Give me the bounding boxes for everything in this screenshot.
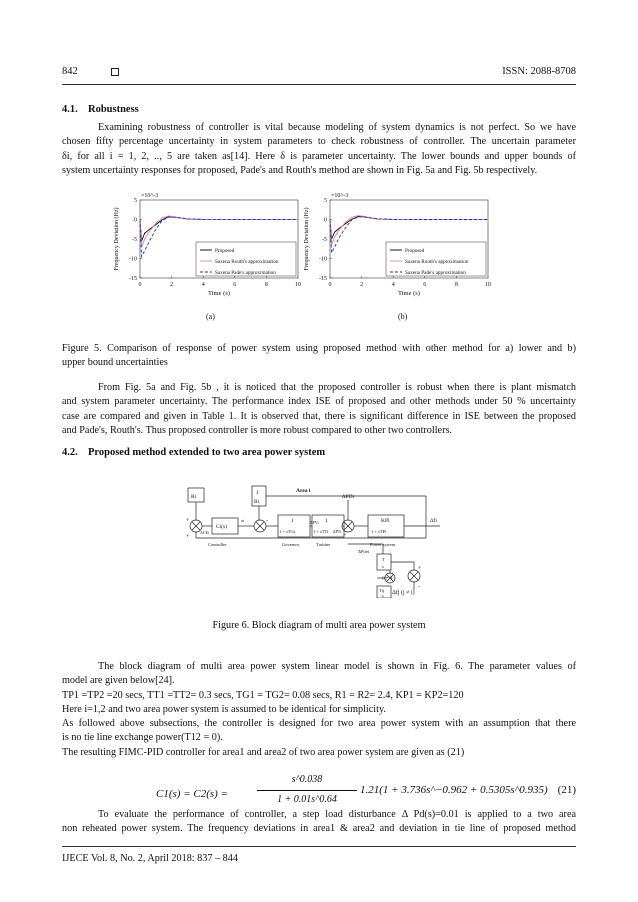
x-tick-label: 8 [264,282,268,288]
x-tick-label: 2 [360,282,364,288]
panel-label-a: (a) [206,312,215,321]
area-label: Area i [296,488,311,494]
series-line [330,216,488,245]
x-tick-label: 8 [454,282,458,288]
u-label: ui [241,518,245,523]
controller-block-label: Ci(s) [216,524,227,530]
y-axis-label: Frequency Deviation (Hz) [114,207,120,271]
text-line: and Pade's, Routh's. Thus proposed controller is more robust compared to other two controllers. [62,425,452,437]
ps-den: 1 + sTPi [371,529,387,534]
plus-sign: + [186,518,190,524]
legend-entry: Saxena Routh's approximation [405,259,469,265]
header-box-icon [111,68,119,76]
tie-label: ΔPtiei [358,549,370,554]
y-tick-label: 0 [134,217,137,224]
panel-label-b: (b) [398,312,408,321]
tie-gain-num: T [382,557,385,562]
y-axis-label: Frequency Deviation (Hz) [304,207,310,271]
minus-sign: - [344,532,346,538]
equation-lhs: C1(s) = C2(s) = [156,788,228,800]
ace-label: ACEi [200,530,210,535]
final-paragraph [62,808,576,837]
legend-entry: Saxena Pade's approximation [215,270,276,276]
exponent-label: ×10^-3 [141,193,159,199]
legend-entry: Saxena Routh's approximation [215,259,279,265]
text-line: is no tie line exchange power(T12 = 0). [62,732,223,744]
paragraph-after-figure-5 [62,381,576,439]
controller-caption: Controller [208,542,227,547]
power-system-caption: Power system [370,542,396,547]
section-4-1-paragraph [62,121,576,179]
figure-5-caption [62,342,576,371]
x-tick-label: 0 [138,282,142,288]
caption-line: upper bound uncertainties [62,357,168,369]
droop-num: 1 [256,490,259,496]
y-tick-label: 5 [134,198,137,204]
equation-denominator: 1 + 0.01s^0.64 [277,794,337,805]
text-line: Examining robustness of controller is vital because modeling of system dynamics is not perfect. So we have [98,122,576,133]
figure-6-caption: Figure 6. Block diagram of multi area power system [212,620,426,631]
equation-number: (21) [557,784,576,796]
paragraph-block-diagram [62,660,576,689]
turbine-caption: Turbine [316,542,331,547]
exponent-label: ×10^-3 [331,193,349,199]
text-line: Here i=1,2 and two area power system is assumed to be identical for simplicity. [62,704,386,715]
x-tick-label: 4 [201,282,205,288]
footer-citation: IJECE Vol. 8, No. 2, April 2018: 837 – 844 [62,853,238,864]
figure-5a-chart [110,188,310,303]
fraction-bar [257,790,357,791]
text-line: The block diagram of multi area power system linear model is shown in Fig. 6. The parameter values of [98,661,576,672]
caption-line: Figure 5. Comparison of response of power system using proposed method with other method for a) lower and b) [62,343,576,354]
y-tick-label: -10 [129,256,137,263]
freq-label: Δfi [430,518,437,524]
x-tick-label: 10 [485,282,491,288]
x-tick-label: 0 [328,282,332,288]
y-tick-label: 0 [324,217,327,224]
x-tick-label: 4 [391,282,395,288]
turb-num: 1 [325,518,328,524]
y-tick-label: -10 [319,256,327,263]
legend-entry: Proposed [405,248,425,254]
tie-gain2-num: Tij [379,588,385,593]
issn: ISSN: 2088-8708 [502,66,576,77]
y-tick-label: -5 [132,237,137,243]
x-axis-label: Time (s) [398,290,420,297]
page-number: 842 [62,66,78,77]
x-axis-label: Time (s) [208,290,230,297]
text-line: δi, for all i = 1, 2, .., 5 are taken as[14]. Here δ is parameter uncertainty. The lower bounds and upper bounds of [62,150,576,162]
x-tick-label: 2 [170,282,174,288]
x-tick-label: 10 [295,282,301,288]
text-line: and system parameter uncertainty. The performance index ISE of proposed and other methods under 50 % uncertainty [62,396,576,408]
page-header [62,66,576,82]
header-rule [62,84,576,85]
series-line [140,217,298,241]
x-tick-label: 6 [423,282,427,288]
gov-den: 1 + sTGi [279,529,296,534]
equation-numerator: s^0.038 [291,774,323,785]
text-line: To evaluate the performance of controller, a step load disturbance Δ Pd(s)=0.01 is applied to a two area [98,809,576,820]
y-tick-label: -15 [319,276,327,282]
pd-label: ΔPDi [342,494,355,500]
turb-den: 1 + sTTi [313,529,329,534]
text-line: As followed above subsections, the controller is designed for two area power system with an assumption that there [62,718,576,729]
section-4-1-heading: 4.1. Robustness [62,104,139,115]
legend-entry: Saxena Pade's approximation [405,270,466,276]
y-tick-label: 5 [324,198,327,204]
equation-rhs: 1.21(1 + 3.736s^−0.962 + 0.5305s^0.935) [360,784,548,796]
plus-sign: + [186,534,190,540]
x-tick-label: 6 [233,282,237,288]
text-line: model are given below[24]. [62,675,175,687]
ji-label: (j ≠ i) [382,575,393,580]
tie-gain2-den: s [382,593,384,598]
parameter-values: TP1 =TP2 =20 secs, TT1 =TT2= 0.3 secs, TG1 = TG2= 0.08 secs, R1 = R2= 2.4, KP1 = KP2=120 [62,690,464,701]
footer-rule [62,846,576,847]
paragraph-assumption [62,717,576,746]
text-line: case are compared and given in Table 1. It is observed that, there is significant difference in ISE between the proposed [62,410,576,422]
text-line: non reheated power system. The frequency deviations in area1 & area2 and deviation in tie line of proposed method [62,823,576,835]
text-line: system uncertainty responses for proposed, Pade's and Routh's method are shown in Fig. 5a and Fig. 5b respectively. [62,165,538,177]
figure-5b-chart [300,188,500,303]
ps-num: KPi [381,518,390,524]
r-block-label: Ri [191,494,197,500]
plus-sign: + [418,566,422,572]
governor-caption: Governor [282,542,300,547]
pv-label: ΔPVi [310,520,319,525]
text-line: chosen fifty percentage uncertainty in system parameters to check robustness of controller. The uncertain parameter [62,136,576,148]
y-tick-label: -15 [129,276,137,282]
y-tick-label: -5 [322,237,327,243]
gov-num: 1 [291,518,294,524]
tie-gain-den: s [382,564,384,569]
legend-entry: Proposed [215,248,235,254]
figure-6-block-diagram [178,478,448,598]
minus-sign: - [418,584,420,590]
section-4-2-heading: 4.2. Proposed method extended to two area power system [62,447,326,458]
fj-label: Δfj (j ≠ i) [392,590,415,596]
pt-label: ΔPTi [333,529,342,534]
text-line: From Fig. 5a and Fig. 5b , it is noticed that the proposed controller is robust when there is plant mismatch [98,382,576,393]
minus-sign: - [266,518,268,524]
droop-den: Ri [254,499,260,505]
text-line: The resulting FIMC-PID controller for area1 and area2 of two area power system are given as (21) [62,747,465,758]
